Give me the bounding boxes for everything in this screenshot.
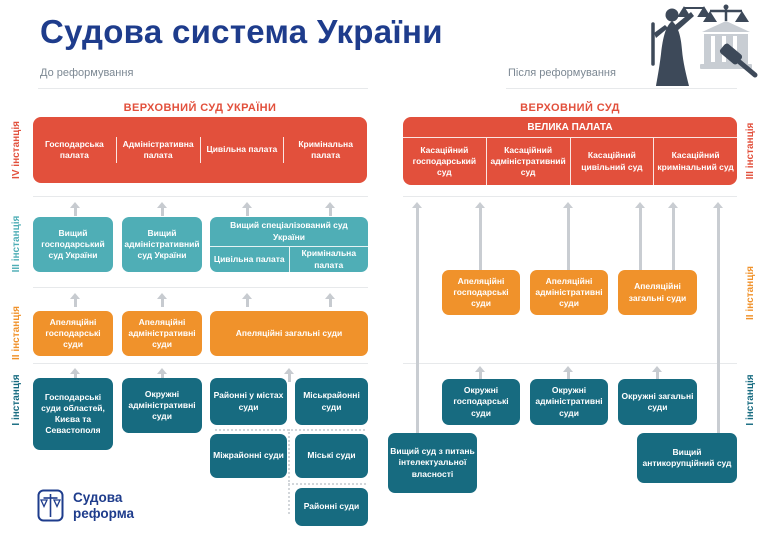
up-arrow-long bbox=[416, 208, 419, 433]
supreme-court-box-after bbox=[403, 117, 737, 185]
ip-high-court-box: Вищий суд з питань інтелектуальної власності bbox=[388, 433, 477, 493]
supreme-court-header-before: ВЕРХОВНИЙ СУД УКРАЇНИ bbox=[123, 102, 277, 114]
up-arrow bbox=[241, 202, 253, 216]
high-specialized-court-title: Вищий спеціалізований суд України bbox=[230, 220, 348, 242]
district-courts-box: Районні суди bbox=[295, 488, 368, 526]
instance-label-i-after: I інстанція bbox=[745, 374, 756, 426]
chamber-civil: Цивільна палата bbox=[200, 137, 284, 163]
brand-name: Судова реформа bbox=[73, 489, 135, 521]
divider bbox=[403, 363, 737, 364]
section-label-after: Після реформування bbox=[508, 67, 616, 79]
instance-label-iii: III інстанція bbox=[11, 215, 22, 273]
district-general-courts-box-after: Окружні загальні суди bbox=[618, 379, 697, 425]
lady-justice-illustration-icon bbox=[646, 2, 760, 88]
appeal-administrative-box-after: Апеляційні адміністративні суди bbox=[530, 270, 608, 315]
section-label-before: До реформування bbox=[40, 67, 134, 79]
district-administrative-courts-box: Окружні адміністративні суди bbox=[122, 378, 202, 433]
regional-commercial-courts-box: Господарські суди областей, Києва та Севастополя bbox=[33, 378, 113, 450]
chamber-administrative: Адміністративна палата bbox=[116, 137, 200, 163]
cassation-criminal: Касаційний кримінальний суд bbox=[653, 138, 737, 185]
appeal-administrative-box-before: Апеляційні адміністративні суди bbox=[122, 311, 202, 356]
instance-label-iii-after: III інстанція bbox=[745, 122, 756, 180]
dotted-connector bbox=[288, 483, 366, 485]
up-arrow bbox=[241, 293, 253, 307]
divider bbox=[33, 196, 368, 197]
divider bbox=[38, 88, 368, 89]
divider bbox=[506, 88, 737, 89]
up-arrow-long bbox=[672, 208, 675, 270]
supreme-court-box-before bbox=[33, 117, 367, 183]
up-arrow bbox=[324, 202, 336, 216]
appeal-commercial-box-after: Апеляційні господарські суди bbox=[442, 270, 520, 315]
grand-chamber-header: ВЕЛИКА ПАЛАТА bbox=[403, 117, 737, 138]
specialized-chamber-criminal: Кримінальна палата bbox=[289, 247, 369, 272]
district-administrative-courts-box-after: Окружні адміністративні суди bbox=[530, 379, 608, 425]
up-arrow-long bbox=[567, 208, 570, 270]
town-district-courts-box: Міськрайонні суди bbox=[295, 378, 368, 425]
cassation-commercial: Касаційний господарський суд bbox=[412, 144, 477, 178]
city-courts-box: Міські суди bbox=[295, 434, 368, 478]
instance-label-ii-after: II інстанція bbox=[745, 266, 756, 320]
appeal-general-box-after: Апеляційні загальні суди bbox=[618, 270, 697, 315]
up-arrow-long bbox=[479, 208, 482, 270]
brand-logo bbox=[37, 489, 145, 522]
high-administrative-court-box: Вищий адміністративний суд України bbox=[122, 217, 202, 272]
up-arrow-long bbox=[717, 208, 720, 433]
divider bbox=[403, 196, 737, 197]
up-arrow bbox=[69, 202, 81, 216]
appeal-commercial-box-before: Апеляційні господарські суди bbox=[33, 311, 113, 356]
instance-label-i: I інстанція bbox=[11, 374, 22, 426]
up-arrow bbox=[156, 202, 168, 216]
district-commercial-courts-box-after: Окружні господарські суди bbox=[442, 379, 520, 425]
high-specialized-court-box bbox=[210, 217, 368, 272]
cassation-administrative: Касаційний адміністративний суд bbox=[486, 138, 570, 185]
scales-shield-icon bbox=[37, 489, 64, 522]
divider bbox=[33, 363, 368, 364]
instance-label-ii: II інстанція bbox=[11, 306, 22, 360]
up-arrow bbox=[156, 293, 168, 307]
supreme-court-header-after: ВЕРХОВНИЙ СУД bbox=[520, 102, 620, 114]
dotted-connector bbox=[215, 429, 365, 431]
city-district-courts-box: Районні у містах суди bbox=[210, 378, 287, 425]
up-arrow bbox=[651, 366, 663, 380]
specialized-chamber-civil: Цивільна палата bbox=[213, 253, 285, 264]
up-arrow bbox=[324, 293, 336, 307]
interdistrict-courts-box: Міжрайонні суди bbox=[210, 434, 287, 478]
cassation-civil: Касаційний цивільний суд bbox=[570, 138, 654, 185]
up-arrow bbox=[562, 366, 574, 380]
up-arrow bbox=[69, 293, 81, 307]
up-arrow-long bbox=[639, 208, 642, 270]
page-title: Судова система України bbox=[40, 13, 443, 50]
anticorruption-high-court-box: Вищий антикорупційний суд bbox=[637, 433, 737, 483]
instance-label-iv: IV інстанція bbox=[11, 121, 22, 179]
appeal-general-box-before: Апеляційні загальні суди bbox=[210, 311, 368, 356]
high-commercial-court-box: Вищий господарський суд України bbox=[33, 217, 113, 272]
chamber-criminal: Кримінальна палата bbox=[283, 137, 367, 163]
up-arrow bbox=[474, 366, 486, 380]
divider bbox=[33, 287, 368, 288]
chamber-commercial: Господарська палата bbox=[45, 138, 104, 160]
dotted-connector bbox=[288, 429, 290, 514]
